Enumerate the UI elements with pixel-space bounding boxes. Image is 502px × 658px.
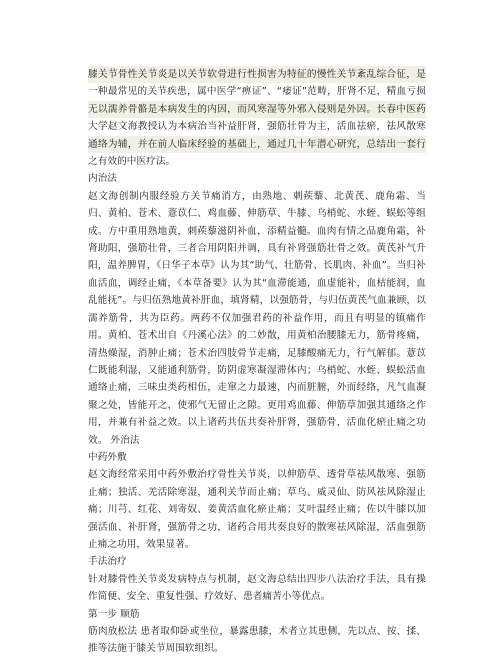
intro-paragraph: 膝关节骨性关节炎是以关节软骨进行性损害为特征的慢性关节紊乱综合征，是一种最常见的关节疾患，属中医学“痹证”、“痿证”范畴，肝肾不足，精血亏损无以濡养骨骼是本病发生的内因，而风寒湿等外邪入侵则是外因。长春中医药大学赵文海教授认为本病治当补益肝肾，强筋壮骨为主，活血祛瘀，祛风散寒通络为辅，并在前人临床经验的基础上，通过几十年潜心研究，总结出一套行之有效的中医疗法。 (88, 69, 426, 168)
external-treatment-paragraph: 赵文海经常采用中药外敷治疗骨性关节炎，以伸筋草、透骨草祛风散寒、强筋止痛；独活、羌活除寒湿，通利关节而止痛；草乌、威灵仙、防风祛风除湿止痛；川芎、红花、刘寄奴、姜黄活血化瘀止痛；艾叶温经止痛；佐以牛膝以加强活血、补肝肾，强筋骨之功，诸药合用共奏良好的散寒祛风除湿，活血强筋止痛之功用，效果显著。 (88, 469, 426, 550)
manual-therapy-paragraph: 针对膝骨性关节炎发病特点与机制，赵文海总结出四步八法治疗手法，具有操作简便、安全、重复性强、疗效好、患者痛苦小等优点。 (88, 573, 426, 603)
document-body (88, 66, 426, 658)
section-heading-external: 中药外敷 (88, 451, 127, 463)
step-one-paragraph: 筋肉放松法 患者取仰卧或坐位，暴露患膝，术者立其患侧，先以点、按、揉、推等法施于膝关节周围软组织。 (88, 626, 426, 655)
internal-treatment-paragraph: 赵文海创制内服经验方关节痛消方，由熟地、刺蒺藜、北黄芪、鹿角霜、当归、黄柏、苍术、薏苡仁、鸡血藤、伸筋草、牛膝、乌梢蛇、水蛭、蜈蚣等组成。方中重用熟地黄，刺蒺藜滋阴补血，添精益髓。血肉有情之品鹿角霜，补肾助阳，强筋壮骨，三者合用阴阳并调，具有补肾强筋壮骨之效。黄芪补气升阳，温养脾胃，《日华子本草》认为其“助气、壮筋骨、长肌肉、补血”。当归补血活血，调经止痛，《本草备要》认为其“血滞能通，血虚能补，血枯能润，血乱能抚”。与归伍熟地黄补肝血，填肾精，以强筋骨，与归伍黄芪气血兼顾，以濡养筋骨，共为臣药。两药不仅加强君药的补益作用，而且有明显的镇痛作用。黄柏、苍术出自《丹溪心法》的二妙散，用黄柏治腰膝无力，筋骨疼痛，清热燥湿，消肿止痛；苍术治四肢骨节走痛，足膝酸痛无力，行气解郁。薏苡仁既能利湿，又能通利筋骨，防阴虚寒凝湿滞体内；乌梢蛇、水蛭、蜈蚣活血通络止痛，三味虫类药相伍，走窜之力最速，内而脏腑，外而经络，凡气血凝聚之处，皆能开之，使邪气无留止之隙。更用鸡血藤、伸筋草加强其通络之作用，并兼有补益之效。以上诸药共伍共奏补肝肾，强筋骨，活血化瘀止痛之功效。 外治法 (88, 190, 426, 446)
section-heading-internal: 内治法 (88, 173, 118, 185)
step-one-heading: 第一步 顺筋 (88, 608, 140, 620)
section-heading-manual: 手法治疗 (88, 556, 127, 568)
